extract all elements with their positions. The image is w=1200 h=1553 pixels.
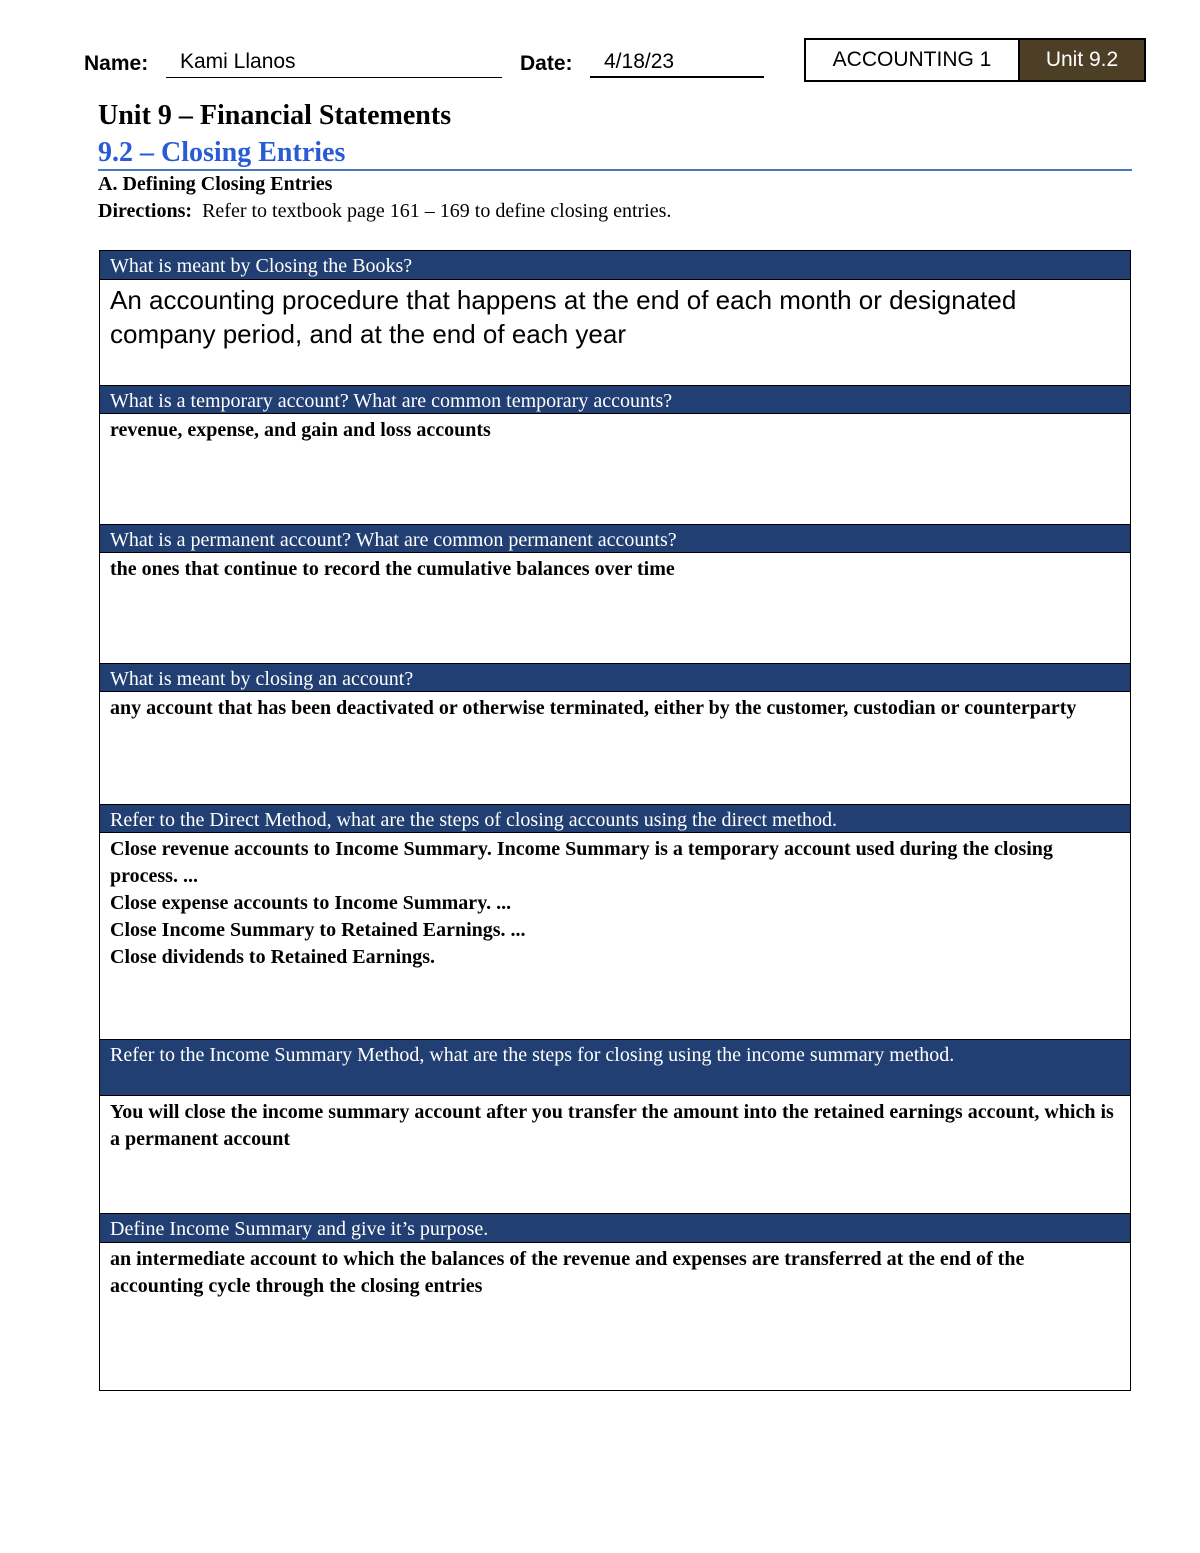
section-heading: A. Defining Closing Entries bbox=[98, 173, 333, 195]
title-divider bbox=[98, 169, 1132, 171]
question-header: What is a permanent account? What are common permanent accounts? bbox=[100, 525, 1130, 553]
name-field[interactable]: Kami Llanos bbox=[166, 50, 502, 78]
worksheet-header bbox=[82, 38, 1146, 82]
answer-field[interactable]: the ones that continue to record the cumulative balances over time bbox=[100, 553, 1130, 664]
course-name: ACCOUNTING 1 bbox=[832, 48, 992, 71]
question-header: Refer to the Direct Method, what are the steps of closing accounts using the direct method. bbox=[100, 805, 1130, 833]
directions-text: Refer to textbook page 161 – 169 to define closing entries. bbox=[202, 200, 672, 222]
question-header: What is a temporary account? What are common temporary accounts? bbox=[100, 386, 1130, 414]
page-subtitle: 9.2 – Closing Entries bbox=[98, 137, 346, 168]
date-field[interactable]: 4/18/23 bbox=[590, 50, 764, 78]
answer-field[interactable]: any account that has been deactivated or otherwise terminated, either by the customer, custodian or counterparty bbox=[100, 692, 1130, 805]
answer-field[interactable]: You will close the income summary account after you transfer the amount into the retained earnings account, which is a permanent account bbox=[100, 1096, 1130, 1214]
directions bbox=[98, 200, 671, 223]
answer-field[interactable]: revenue, expense, and gain and loss accounts bbox=[100, 414, 1130, 525]
directions-label: Directions: bbox=[98, 200, 193, 222]
unit-badge: Unit 9.2 bbox=[1018, 40, 1144, 80]
page-title: Unit 9 – Financial Statements bbox=[98, 100, 452, 131]
question-header: What is meant by closing an account? bbox=[100, 664, 1130, 692]
question-table bbox=[99, 250, 1131, 1391]
question-header: Refer to the Income Summary Method, what are the steps for closing using the income summary method. bbox=[100, 1040, 1130, 1096]
question-header: What is meant by Closing the Books? bbox=[100, 251, 1130, 280]
answer-field[interactable]: An accounting procedure that happens at the end of each month or designated company period, and at the end of each year bbox=[100, 280, 1130, 386]
name-label: Name: bbox=[84, 52, 149, 75]
course-badge bbox=[804, 38, 1146, 82]
answer-field[interactable]: an intermediate account to which the balances of the revenue and expenses are transferred at the end of the accounting cycle through the closing entries bbox=[110, 1248, 1025, 1297]
answer-field[interactable]: Close revenue accounts to Income Summary. Income Summary is a temporary account used during the closing process. ... Close expense accounts to Income Summary. ... Close Income Summary to Retained Earnings. ... Close dividends to Retained Earnings. bbox=[100, 833, 1130, 1040]
question-header: Define Income Summary and give it’s purpose. bbox=[100, 1214, 1130, 1243]
date-label: Date: bbox=[520, 52, 573, 75]
